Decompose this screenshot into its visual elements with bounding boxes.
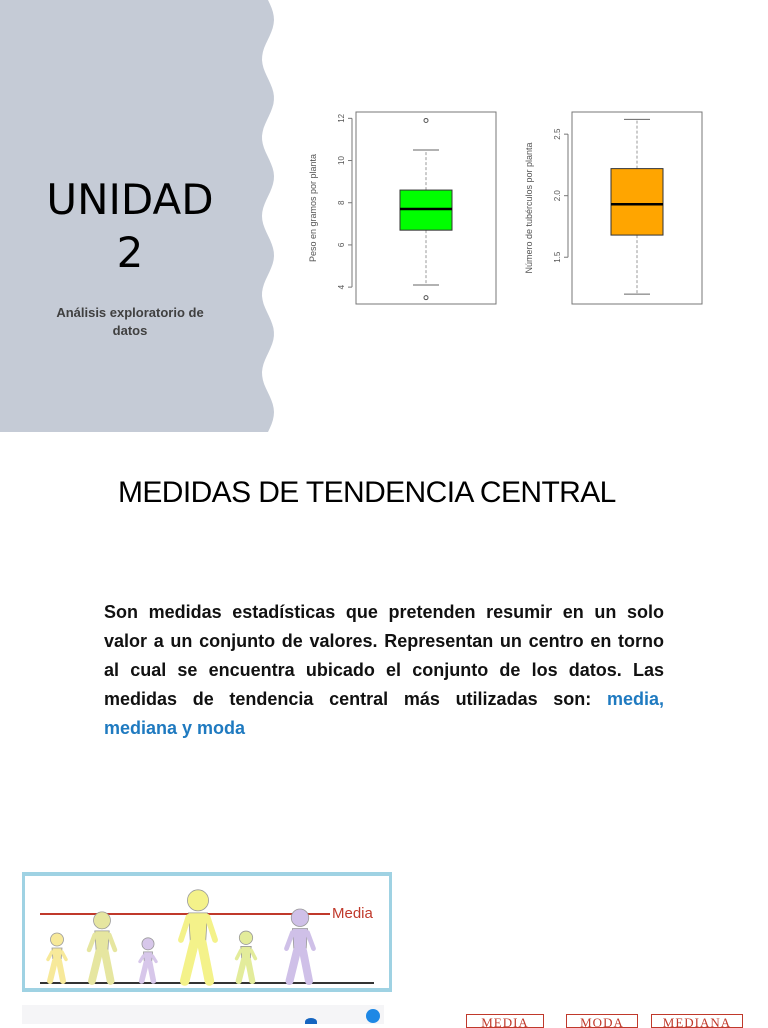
definition-text: Son medidas estadísticas que pretenden resumir en un solo valor a un conjunto de valores. Representan un centro en torno al cual se encuentra ubicado el conjunto de los datos. Las medidas de tendencia central más utilizadas son: (104, 602, 664, 709)
boxplot-tubers (518, 106, 708, 310)
term-media: media, (606, 689, 664, 709)
unit-title-line2: 2 (116, 227, 144, 277)
y-tick-label: 2.5 (553, 128, 562, 140)
central-tendency-slide (0, 432, 768, 1028)
unit-subtitle: Análisis exploratorio de datos (56, 305, 204, 338)
definition-paragraph (104, 598, 664, 743)
media-illustration (22, 872, 392, 992)
y-tick-label: 12 (337, 113, 346, 123)
card-mediana: MEDIANA (651, 1014, 743, 1028)
y-tick-label: 1.5 (553, 251, 562, 263)
unit-title (40, 174, 220, 279)
term-mediana-moda: mediana y moda (104, 718, 246, 738)
partial-illustration (22, 1005, 384, 1024)
y-tick-label: 10 (337, 156, 346, 165)
figure-shape-icon (305, 1018, 317, 1024)
mean-label: Media (332, 905, 373, 922)
title-slide (0, 0, 768, 432)
unit-title-line1: UNIDAD (46, 175, 214, 224)
y-tick-label: 8 (337, 200, 346, 205)
iqr-box (611, 169, 663, 235)
y-tick-label: 6 (337, 242, 346, 248)
slide-title: MEDIDAS DE TENDENCIA CENTRAL (118, 476, 616, 509)
y-axis-label: Número de tubérculos por planta (524, 142, 534, 274)
y-tick-label: 2.0 (553, 190, 562, 202)
y-axis-label: Peso en gramos por planta (308, 153, 318, 263)
y-tick-label: 4 (337, 284, 346, 290)
card-media: MEDIA (466, 1014, 544, 1028)
figure-head-icon (366, 1009, 380, 1023)
card-moda: MODA (566, 1014, 638, 1028)
boxplot-weight (302, 106, 502, 310)
